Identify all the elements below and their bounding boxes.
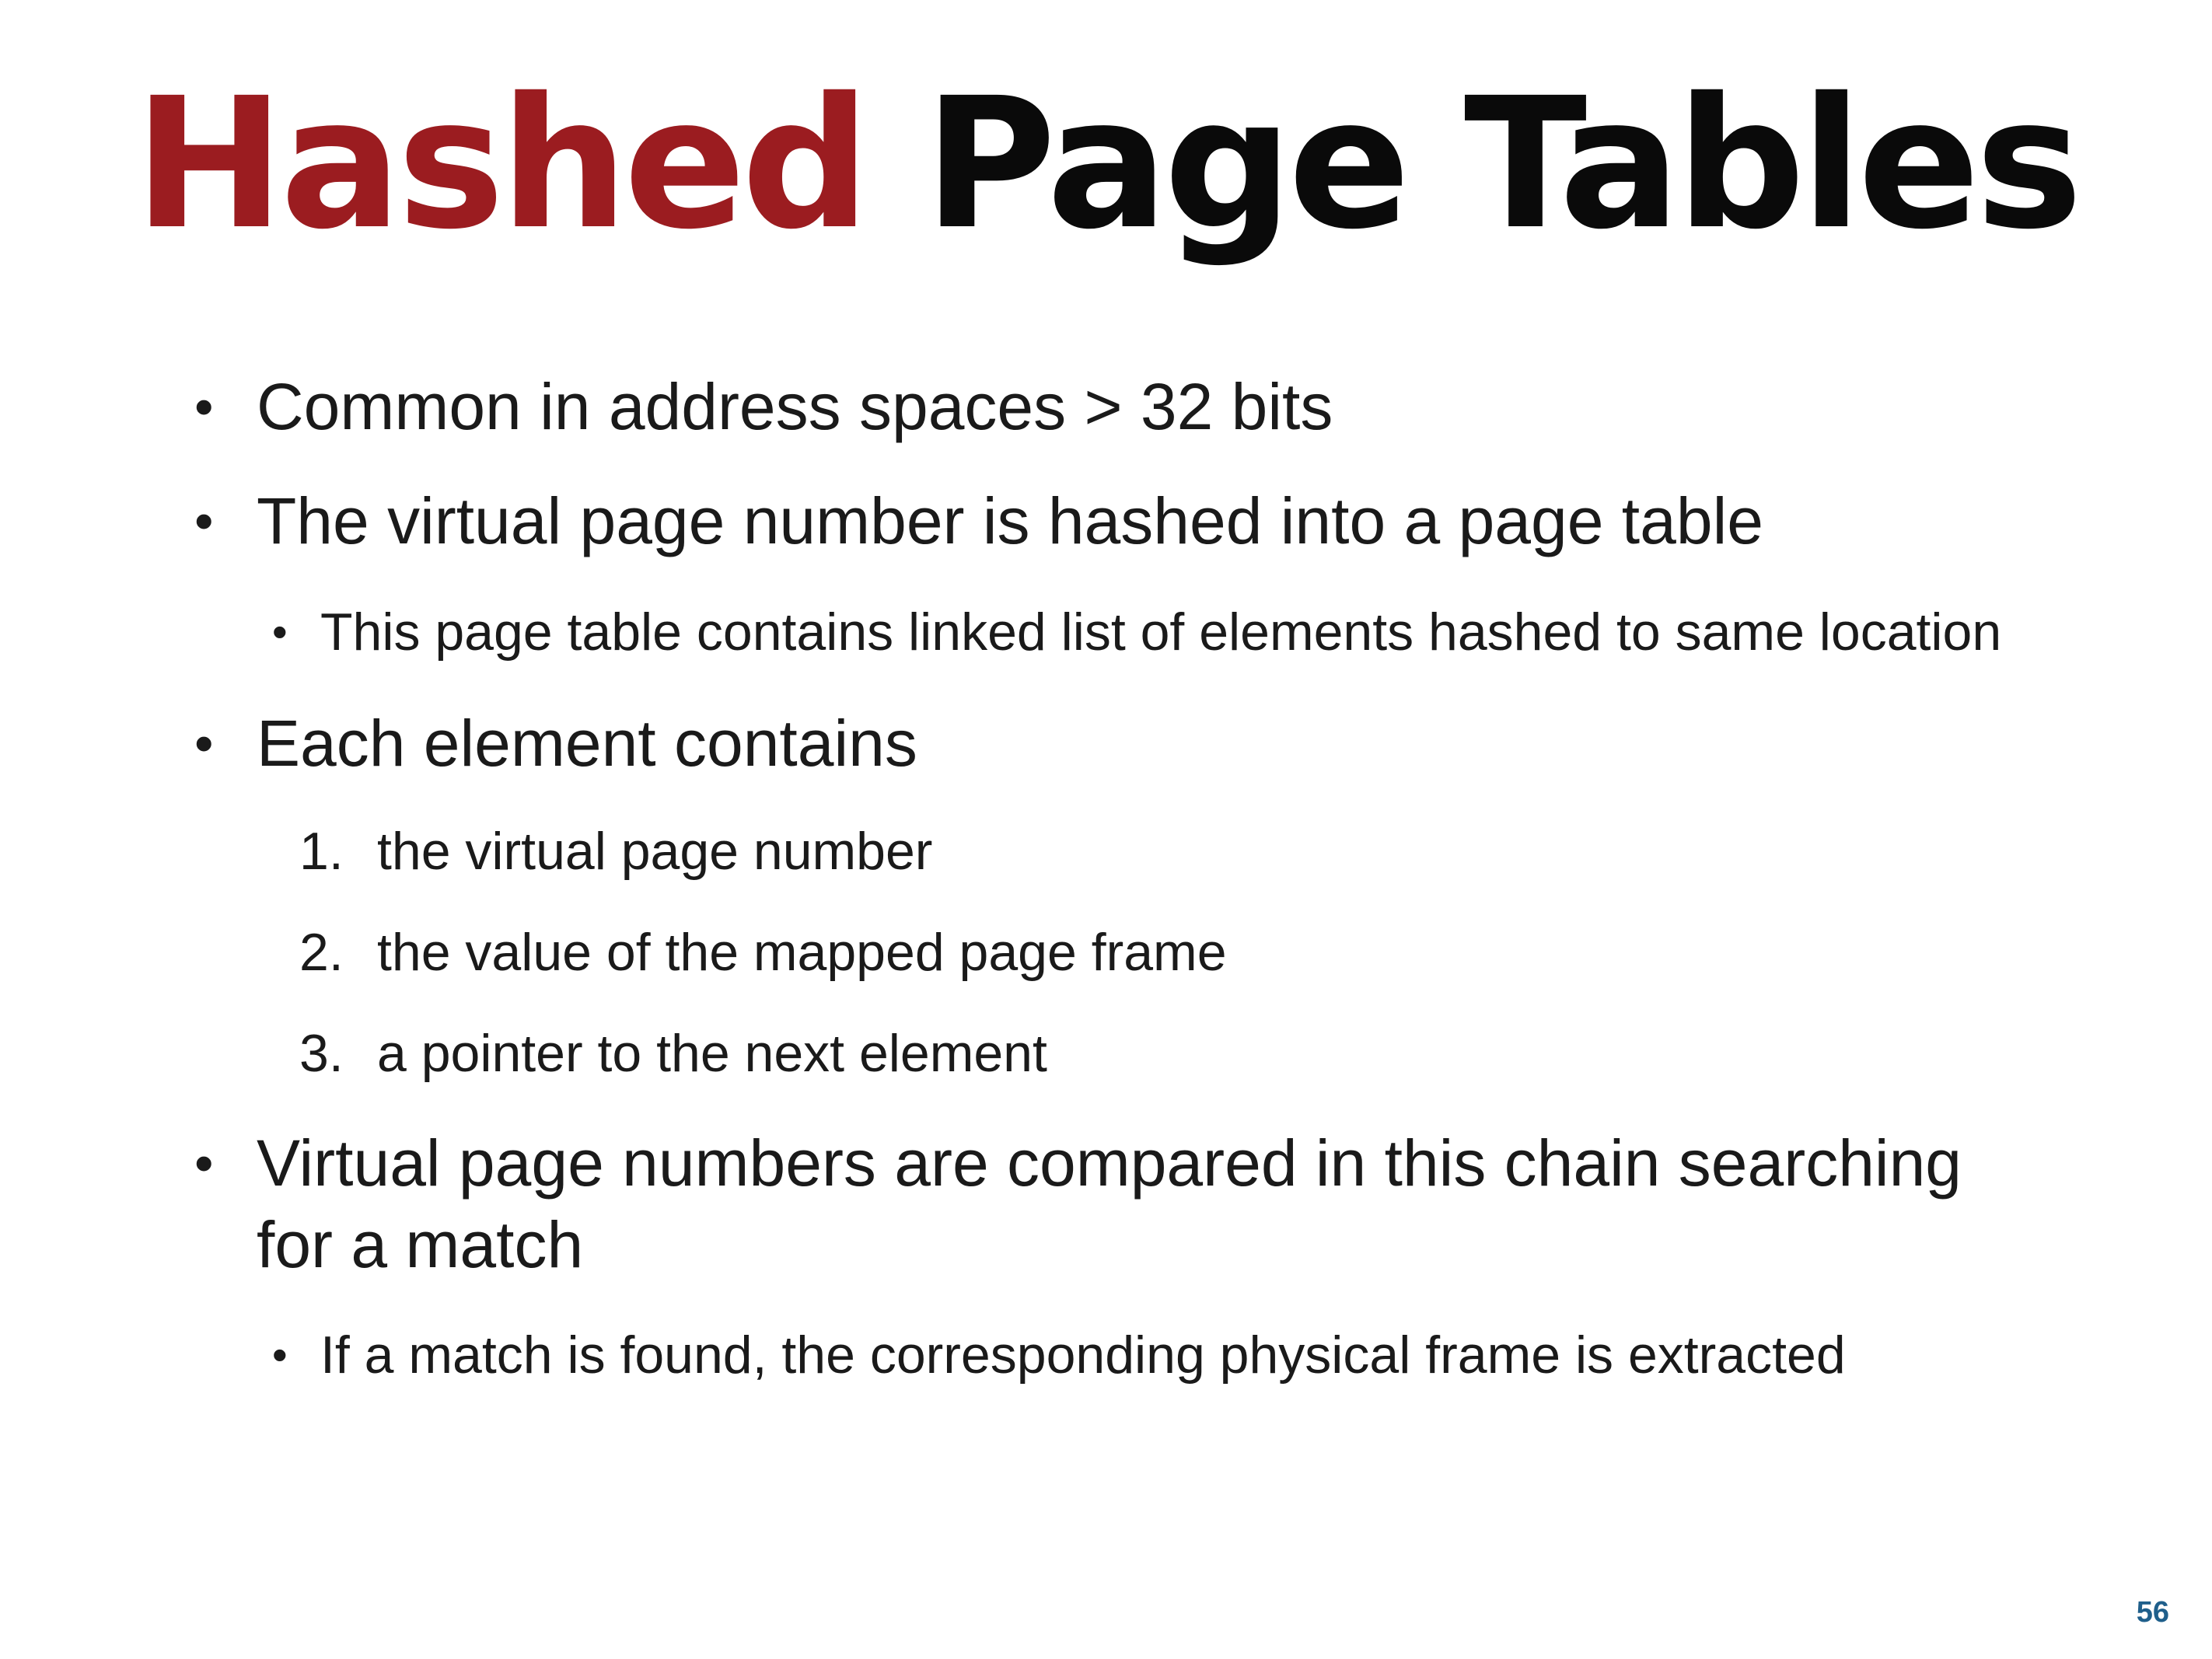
bullet-icon: • — [194, 376, 214, 437]
item-number: 2. — [299, 923, 344, 982]
item-number: 1. — [299, 822, 344, 881]
numbered-text: the value of the mapped page frame — [377, 923, 1227, 982]
slide-title — [0, 59, 2212, 269]
numbered-text: a pointer to the next element — [377, 1024, 1047, 1083]
bullet-text: Each element contains — [257, 707, 917, 780]
bullet-text: Virtual page numbers are compared in this chain searching — [257, 1126, 1962, 1200]
bullet-icon: • — [194, 1133, 214, 1193]
bullet-text: Common in address spaces > 32 bits — [257, 370, 1333, 443]
sub-bullet-text: If a match is found, the corresponding physical frame is extracted — [320, 1325, 1846, 1385]
title-main-words: Page Tables — [924, 59, 2078, 269]
numbered-text: the virtual page number — [377, 822, 933, 881]
item-number: 3. — [299, 1024, 344, 1083]
sub-bullet-icon: • — [272, 1330, 288, 1379]
sub-bullet-icon: • — [272, 607, 288, 656]
bullet-text-continuation: for a match — [257, 1208, 584, 1281]
sub-bullet-text: This page table contains linked list of elements hashed to same location — [320, 602, 2002, 662]
bullet-icon: • — [194, 491, 214, 551]
bullet-icon: • — [194, 713, 214, 774]
bullet-text: The virtual page number is hashed into a page table — [257, 484, 1763, 557]
page-number: 56 — [2136, 1596, 2169, 1629]
title-accent-word: Hashed — [134, 59, 866, 269]
